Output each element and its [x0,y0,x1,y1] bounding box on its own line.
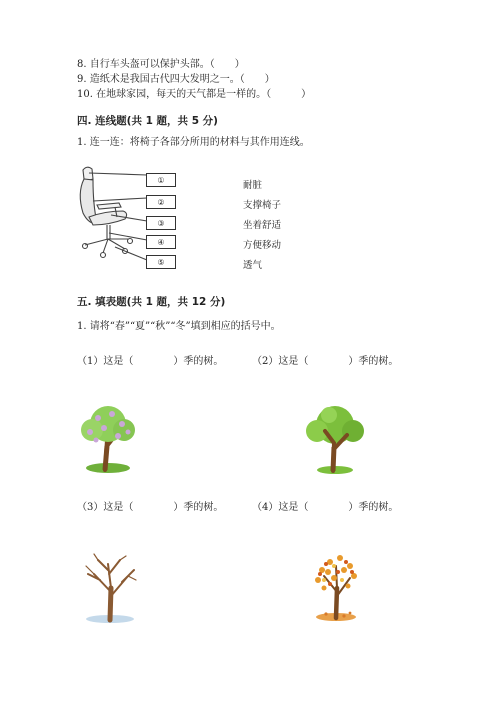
spring-tree-icon [78,402,142,474]
option-support-chair: 支撑椅子 [243,200,282,211]
option-easy-moving: 方便移动 [243,240,282,251]
chair-part-box-4: ④ [146,235,176,249]
blank-3: （3）这是（ ）季的树。 [77,502,224,513]
winter-tree-icon [78,552,142,624]
option-comfortable-sitting: 坐着舒适 [243,220,282,231]
summer-tree-icon [303,403,367,475]
chair-part-box-3: ③ [146,216,176,230]
question-10: 10. 在地球家园，每天的天气都是一样的。（ ） [77,89,312,100]
blank-2: （2）这是（ ）季的树。 [252,356,399,367]
section4-heading: 四. 连线题(共 1 题，共 5 分) [77,115,218,127]
section5-heading: 五. 填表题(共 1 题，共 12 分) [77,296,226,308]
chair-part-box-5: ⑤ [146,255,176,269]
option-breathable: 透气 [243,260,263,271]
autumn-tree-icon [304,550,368,622]
section4-question: 1. 连一连：将椅子各部分所用的材料与其作用连线。 [77,137,310,148]
question-9: 9. 造纸术是我国古代四大发明之一。（ ） [77,74,275,85]
chair-part-box-2: ② [146,195,176,209]
question-8: 8. 自行车头盔可以保护头部。（ ） [77,59,245,70]
section5-question: 1. 请将“春”“夏”“秋”“冬”填到相应的括号中。 [77,321,281,332]
blank-4: （4）这是（ ）季的树。 [252,502,399,513]
option-dirt-resistant: 耐脏 [243,180,263,191]
chair-part-box-1: ① [146,173,176,187]
blank-1: （1）这是（ ）季的树。 [77,356,224,367]
